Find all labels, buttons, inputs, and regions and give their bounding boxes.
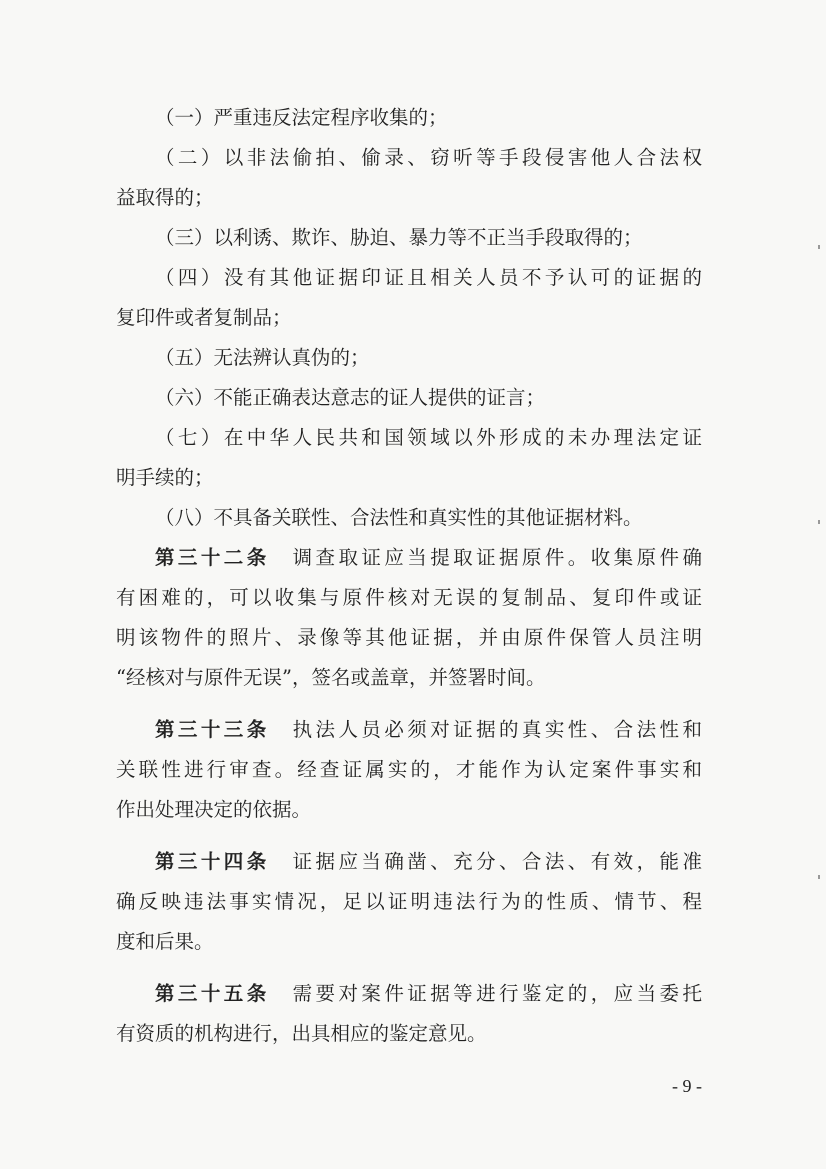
item-label: （五） (155, 346, 214, 369)
item-text: 以非法偷拍、偷录、窃听等手段侵害他人合法权 (223, 146, 702, 169)
page-number: - 9 - (672, 1076, 702, 1096)
article-text-line: 确反映违法事实情况，足以证明违法行为的性质、情节、程 (116, 890, 702, 913)
list-item (116, 378, 702, 418)
item-text: 不能正确表达意志的证人提供的证言； (213, 386, 546, 409)
item-text-continuation: 益取得的； (116, 186, 214, 209)
item-text-continuation: 复印件或者复制品； (116, 306, 292, 329)
document-body (116, 98, 702, 1054)
article-title: 第三十二条 (155, 546, 270, 569)
article-34 (116, 842, 702, 962)
article-text-line: 有资质的机构进行，出具相应的鉴定意见。 (116, 1022, 487, 1045)
item-label: （六） (155, 386, 214, 409)
list-item (116, 418, 702, 498)
item-label: （七） (155, 426, 224, 449)
article-title: 第三十四条 (155, 850, 270, 873)
scan-edge-mark (818, 520, 820, 524)
item-text: 在中华人民共和国领域以外形成的未办理法定证 (223, 426, 702, 449)
list-item (116, 258, 702, 338)
scan-edge-mark (818, 245, 820, 249)
scan-edge-mark (818, 875, 820, 879)
item-text: 无法辨认真伪的； (213, 346, 370, 369)
article-text-line: 明该物件的照片、录像等其他证据，并由原件保管人员注明 (116, 626, 702, 649)
item-label: （八） (155, 506, 214, 529)
article-text: 执法人员必须对证据的真实性、合法性和 (292, 718, 702, 741)
item-text-continuation: 明手续的； (116, 466, 214, 489)
article-text-line: 有困难的，可以收集与原件核对无误的复制品、复印件或证 (116, 586, 702, 609)
list-item (116, 338, 702, 378)
item-label: （二） (155, 146, 224, 169)
article-text: 证据应当确凿、充分、合法、有效，能准 (292, 850, 702, 873)
item-text: 没有其他证据印证且相关人员不予认可的证据的 (223, 266, 702, 289)
list-item (116, 218, 702, 258)
article-title: 第三十五条 (155, 982, 270, 1005)
item-label: （四） (155, 266, 224, 289)
article-text-line: “经核对与原件无误”，签名或盖章，并签署时间。 (116, 666, 546, 689)
article-title: 第三十三条 (155, 718, 270, 741)
item-text: 严重违反法定程序收集的； (213, 106, 448, 129)
list-item (116, 138, 702, 218)
item-label: （三） (155, 226, 214, 249)
article-text: 需要对案件证据等进行鉴定的，应当委托 (292, 982, 702, 1005)
article-text-line: 关联性进行审查。经查证属实的，才能作为认定案件事实和 (116, 758, 702, 781)
article-text-line: 度和后果。 (116, 930, 214, 953)
article-text: 调查取证应当提取证据原件。收集原件确 (292, 546, 702, 569)
list-item (116, 98, 702, 138)
item-text: 以利诱、欺诈、胁迫、暴力等不正当手段取得的； (213, 226, 643, 249)
list-item (116, 498, 702, 538)
item-label: （一） (155, 106, 214, 129)
article-text-line: 作出处理决定的依据。 (116, 798, 312, 821)
article-32 (116, 538, 702, 698)
item-text: 不具备关联性、合法性和真实性的其他证据材料。 (213, 506, 643, 529)
article-33 (116, 710, 702, 830)
article-35 (116, 974, 702, 1054)
